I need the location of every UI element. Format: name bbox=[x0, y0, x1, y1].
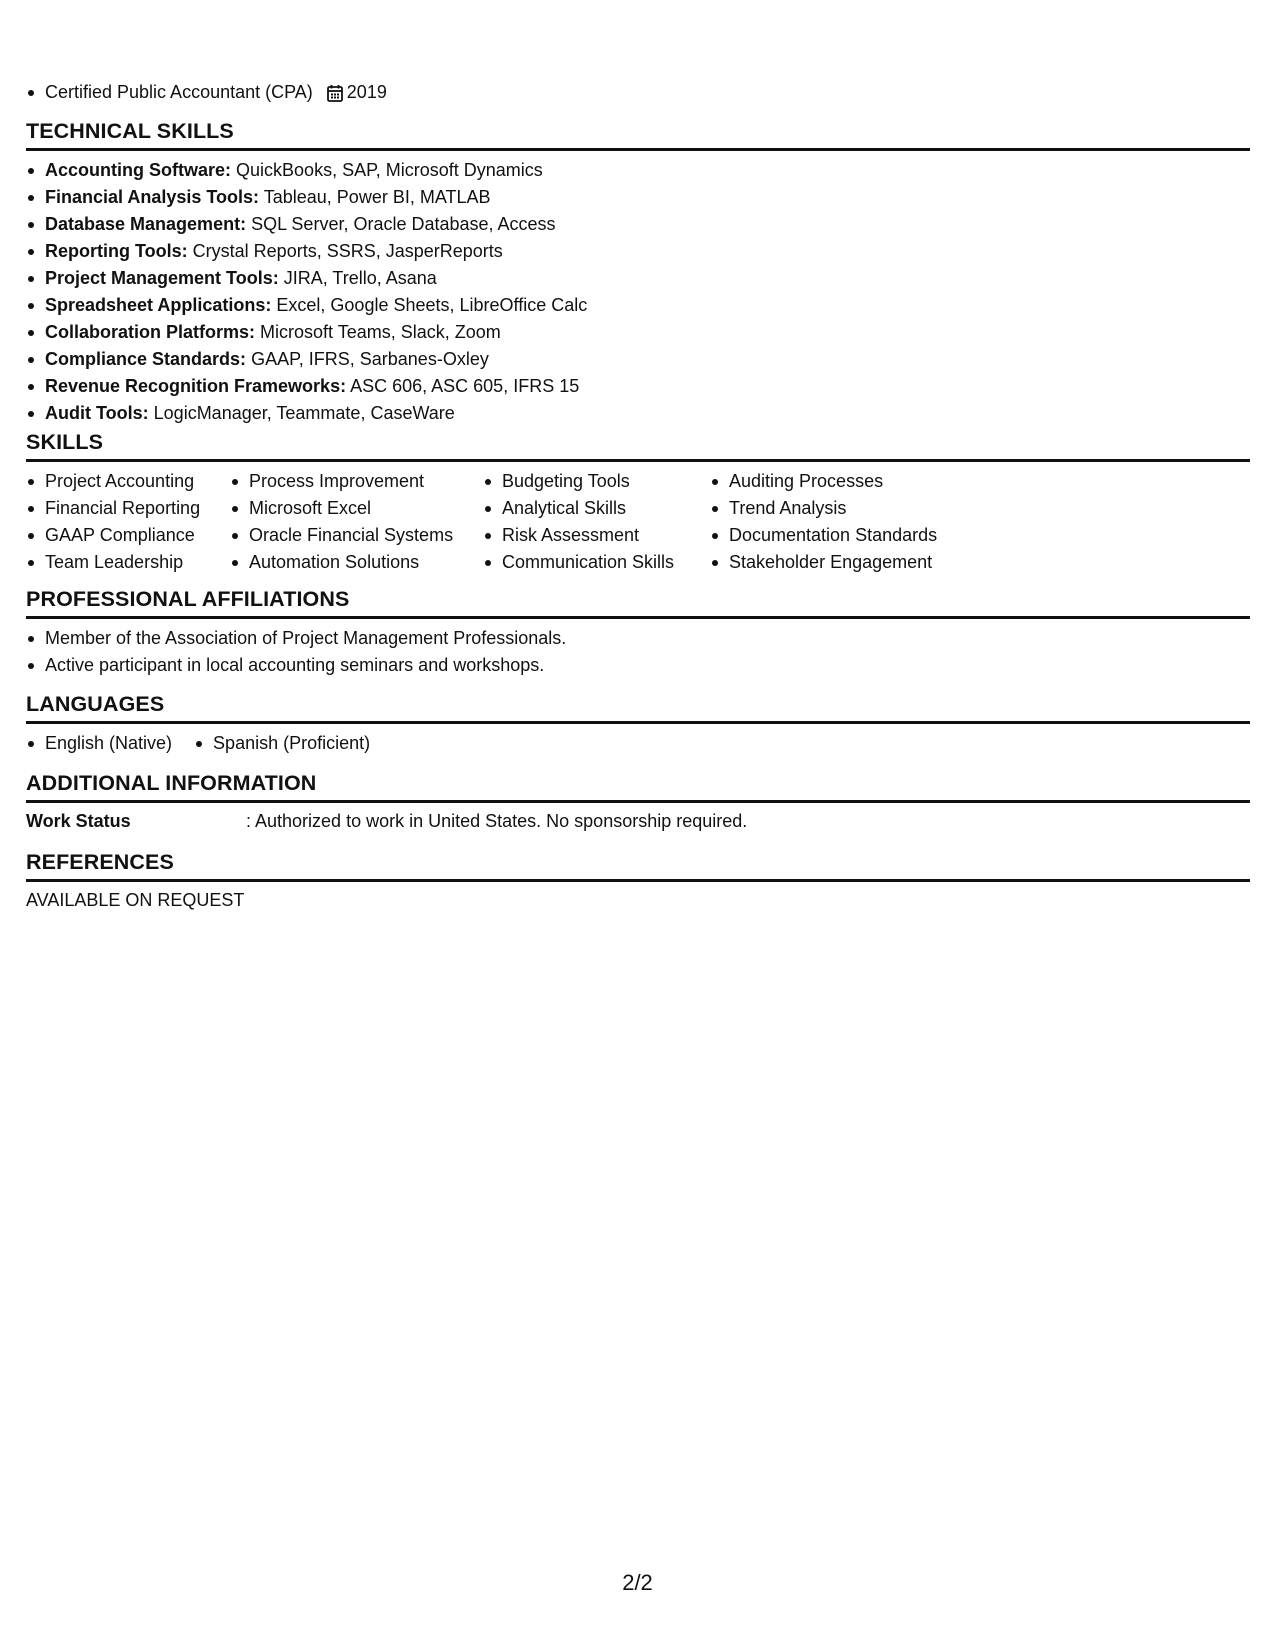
skills-column bbox=[483, 468, 710, 576]
references-section bbox=[26, 848, 1250, 914]
skill-item: Team Leadership bbox=[26, 549, 230, 576]
technical-skill-item bbox=[26, 157, 1250, 184]
technical-skill-item bbox=[26, 265, 1250, 292]
technical-skill-item bbox=[26, 211, 1250, 238]
technical-skill-item bbox=[26, 292, 1250, 319]
affiliation-item: Active participant in local accounting seminars and workshops. bbox=[26, 652, 1250, 679]
work-status-row bbox=[26, 808, 1250, 835]
technical-skill-value: SQL Server, Oracle Database, Access bbox=[251, 214, 556, 234]
additional-info-section bbox=[26, 769, 1250, 835]
technical-skill-label: Collaboration Platforms: bbox=[45, 322, 256, 342]
skill-item: Stakeholder Engagement bbox=[710, 549, 970, 576]
section-divider bbox=[26, 148, 1250, 151]
technical-skill-item bbox=[26, 400, 1250, 427]
skill-item: Budgeting Tools bbox=[483, 468, 710, 495]
certification-list bbox=[26, 79, 387, 106]
technical-skill-label: Database Management: bbox=[45, 214, 247, 234]
technical-skill-label: Project Management Tools: bbox=[45, 268, 279, 288]
skill-item: Project Accounting bbox=[26, 468, 230, 495]
technical-skill-value: Crystal Reports, SSRS, JasperReports bbox=[192, 241, 503, 261]
section-title: PROFESSIONAL AFFILIATIONS bbox=[26, 587, 350, 611]
technical-skill-label: Accounting Software: bbox=[45, 160, 232, 180]
languages-list bbox=[26, 730, 1250, 757]
references-text: AVAILABLE ON REQUEST bbox=[26, 890, 245, 910]
skill-item: Documentation Standards bbox=[710, 522, 970, 549]
technical-skill-label: Spreadsheet Applications: bbox=[45, 295, 272, 315]
certification-name: Certified Public Accountant (CPA) bbox=[45, 82, 313, 102]
technical-skill-label: Revenue Recognition Frameworks: bbox=[45, 376, 347, 396]
technical-skill-value: GAAP, IFRS, Sarbanes-Oxley bbox=[251, 349, 489, 369]
skill-item: Financial Reporting bbox=[26, 495, 230, 522]
section-divider bbox=[26, 616, 1250, 619]
section-title: LANGUAGES bbox=[26, 692, 165, 716]
language-item: Spanish (Proficient) bbox=[194, 730, 370, 757]
section-divider bbox=[26, 721, 1250, 724]
technical-skill-item bbox=[26, 184, 1250, 211]
work-status-value: : Authorized to work in United States. No sponsorship required. bbox=[246, 811, 748, 831]
skill-item: Analytical Skills bbox=[483, 495, 710, 522]
section-divider bbox=[26, 879, 1250, 882]
technical-skills-list bbox=[26, 157, 1250, 427]
technical-skill-value: Tableau, Power BI, MATLAB bbox=[263, 187, 491, 207]
skills-column bbox=[710, 468, 970, 576]
technical-skills-section bbox=[26, 117, 1250, 427]
section-divider bbox=[26, 459, 1250, 462]
technical-skill-item bbox=[26, 346, 1250, 373]
section-title: REFERENCES bbox=[26, 850, 174, 874]
skills-column bbox=[26, 468, 230, 576]
skill-item: Microsoft Excel bbox=[230, 495, 483, 522]
skill-item: Trend Analysis bbox=[710, 495, 970, 522]
skill-item: GAAP Compliance bbox=[26, 522, 230, 549]
skill-item: Risk Assessment bbox=[483, 522, 710, 549]
technical-skill-item bbox=[26, 319, 1250, 346]
technical-skill-value: Excel, Google Sheets, LibreOffice Calc bbox=[276, 295, 588, 315]
technical-skill-label: Compliance Standards: bbox=[45, 349, 247, 369]
technical-skill-value: Microsoft Teams, Slack, Zoom bbox=[260, 322, 501, 342]
technical-skill-label: Audit Tools: bbox=[45, 403, 149, 423]
affiliation-item: Member of the Association of Project Management Professionals. bbox=[26, 625, 1250, 652]
technical-skill-label: Financial Analysis Tools: bbox=[45, 187, 260, 207]
page-number: 2/2 bbox=[622, 1570, 653, 1595]
skill-item: Oracle Financial Systems bbox=[230, 522, 483, 549]
technical-skill-value: QuickBooks, SAP, Microsoft Dynamics bbox=[236, 160, 543, 180]
skill-item: Process Improvement bbox=[230, 468, 483, 495]
section-title: SKILLS bbox=[26, 430, 104, 454]
affiliations-list bbox=[26, 625, 1250, 679]
technical-skill-item bbox=[26, 238, 1250, 265]
affiliations-section bbox=[26, 585, 1250, 679]
technical-skill-value: LogicManager, Teammate, CaseWare bbox=[153, 403, 455, 423]
calendar-icon bbox=[327, 84, 343, 102]
section-title: TECHNICAL SKILLS bbox=[26, 119, 234, 143]
skills-column bbox=[230, 468, 483, 576]
section-title: ADDITIONAL INFORMATION bbox=[26, 771, 317, 795]
technical-skill-value: JIRA, Trello, Asana bbox=[283, 268, 437, 288]
skill-item: Auditing Processes bbox=[710, 468, 970, 495]
technical-skill-value: ASC 606, ASC 605, IFRS 15 bbox=[350, 376, 580, 396]
skill-item: Automation Solutions bbox=[230, 549, 483, 576]
certification-item bbox=[26, 79, 387, 106]
technical-skill-item bbox=[26, 373, 1250, 400]
language-item: English (Native) bbox=[26, 730, 172, 757]
certification-year: 2019 bbox=[346, 82, 387, 102]
technical-skill-label: Reporting Tools: bbox=[45, 241, 188, 261]
skills-columns bbox=[26, 468, 1250, 576]
languages-section bbox=[26, 690, 1250, 757]
skills-section bbox=[26, 428, 1250, 576]
work-status-label: Work Status bbox=[26, 811, 131, 831]
section-divider bbox=[26, 800, 1250, 803]
skill-item: Communication Skills bbox=[483, 549, 710, 576]
